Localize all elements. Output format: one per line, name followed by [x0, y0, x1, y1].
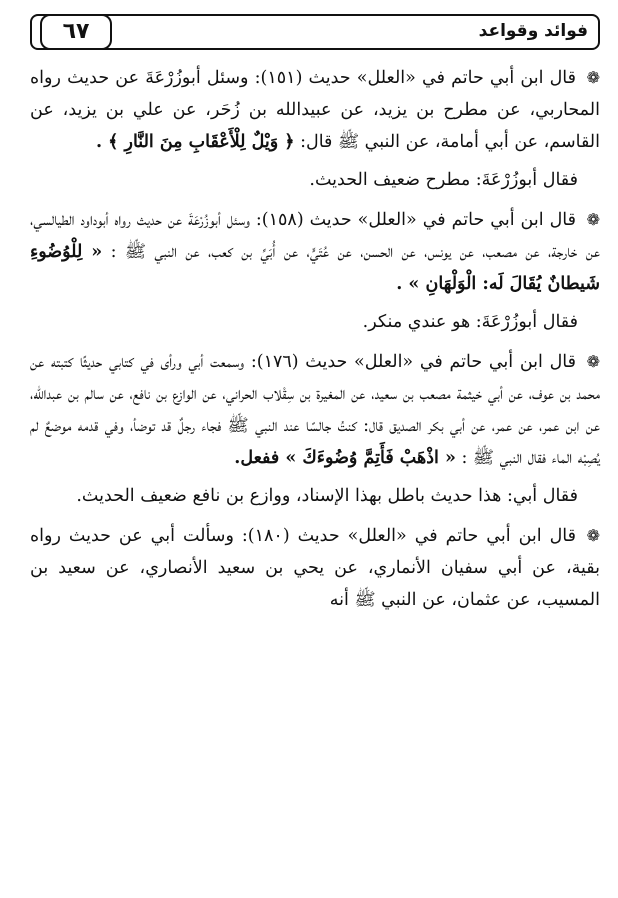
ruling-note: فقال أبوزُرْعَةَ: هو عندي منكر.	[362, 312, 578, 332]
entry-paragraph	[30, 62, 600, 158]
flower-marker-icon: ❁	[586, 210, 600, 229]
entry-paragraph	[30, 520, 600, 616]
entry-paragraph	[30, 204, 600, 300]
flower-marker-icon: ❁	[586, 352, 600, 371]
entry-text: قال ابن أبي حاتم في «العلل» حديث (١٥٨): وسئل أبوزُرْعَةَ عن حديث رواه أبوداود الطيالسي، عن خارجة، عن مصعب، عن يونس، عن الحسن، عن عُتَيٍّ، عن أُبَيِّ بن كعب، عن النبي ﷺ :	[30, 210, 600, 262]
page-number: ٦٧	[40, 14, 112, 50]
quoted-text: « اذْهَبْ فَأَتِمَّ وُضُوءَكَ » ففعل.	[234, 448, 456, 468]
quoted-text: ﴿ وَيْلٌ لِلْأَعْقَابِ مِنَ النَّارِ ﴾ .	[95, 132, 295, 152]
flower-marker-icon: ❁	[586, 526, 601, 545]
page-body	[30, 62, 600, 616]
entry-text: قال ابن أبي حاتم في «العلل» حديث (١٥١): وسئل أبوزُرْعَةَ عن حديث رواه المحاربي، عن مطرح بن يزيد، عن عبيدالله بن زُحَر، عن علي بن يزيد، عن القاسم، عن أبي أمامة، عن النبي ﷺ قال:	[30, 68, 600, 152]
book-page	[30, 14, 600, 894]
entry-text: قال ابن أبي حاتم في «العلل» حديث (١٨٠): وسألت أبي عن حديث رواه بقية، عن أبي سفيان الأنماري، عن يحي بن سعيد الأنصاري، عن سعيد بن المسيب، عن عثمان، عن النبي ﷺ أنه	[30, 526, 600, 610]
flower-marker-icon: ❁	[586, 68, 600, 87]
ruling-note: فقال أبي: هذا حديث باطل بهذا الإسناد، ووازع بن نافع ضعيف الحديث.	[76, 486, 578, 506]
running-title: فوائد وقواعد	[478, 21, 588, 41]
entry-paragraph	[30, 346, 600, 474]
page-header	[30, 14, 600, 50]
ruling-note: فقال أبوزُرْعَةَ: مطرح ضعيف الحديث.	[309, 170, 578, 190]
entry-text: قال ابن أبي حاتم في «العلل» حديث (١٧٦): وسمعت أبي ورأى في كتابي حديثًا كتبته عن محمد بن عوف، عن أبي خيثمة مصعب بن سعيد، عن المغيرة بن سِقْلاب الحراني، عن الوازع بن نافع، عن سالم بن عبدالله، عن ابن عمر، عن عمر، عن أبي بكر الصديق قال: كنتُ جالسًا عند النبي ﷺ فجاء رجلٌ قد توضأ، وفي قدمه موضعٌ لم يُصِبْه الماء فقال النبي ﷺ :	[30, 352, 600, 468]
quoted-text: « لِلْوُضُوءِ شَيطانٌ يُقَالَ لَه: الْوَلْهَانِ » .	[30, 242, 600, 294]
